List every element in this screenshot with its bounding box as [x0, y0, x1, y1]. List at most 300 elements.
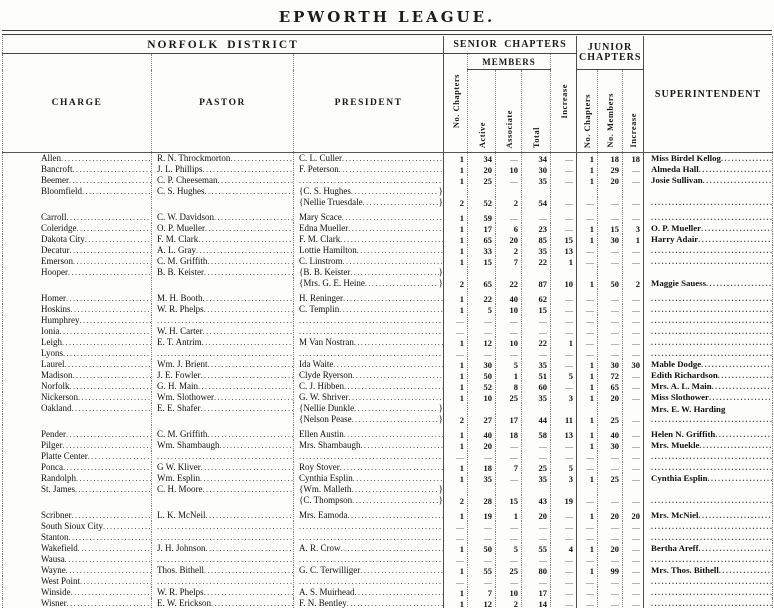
total-cell: 30 [522, 164, 551, 175]
senior-increase-cell: 3 [551, 473, 577, 484]
junior-increase-cell [623, 554, 644, 565]
table-row [3, 576, 773, 587]
senior-no-chapters-cell [444, 554, 468, 565]
junior-no-chapters-cell: 1 [577, 153, 598, 165]
pastor-cell: E. T. Antrim ..... [152, 337, 294, 348]
junior-no-chapters-cell: 1 [577, 543, 598, 554]
charge-cell: Oakland ..... [3, 403, 152, 414]
junior-no-chapters-cell [577, 532, 598, 543]
charge-column-header: CHARGE [3, 54, 152, 153]
active-cell: 52 [468, 197, 496, 208]
senior-no-chapters-cell [444, 186, 468, 197]
pastor-cell [152, 495, 294, 506]
district-header: NORFOLK DISTRICT [3, 36, 444, 54]
senior-increase-cell [551, 348, 577, 359]
superintendent-cell: Bertha Areff ..... [644, 543, 773, 554]
junior-no-members-cell [598, 521, 623, 532]
senior-increase-cell: 1 [551, 256, 577, 267]
total-cell: 35 [522, 245, 551, 256]
pastor-cell: M. H. Booth ..... [152, 289, 294, 304]
junior-no-chapters-cell [577, 326, 598, 337]
table-row [3, 348, 773, 359]
pastor-cell: E. E. Shafer ..... [152, 403, 294, 414]
associate-cell: 7 [496, 256, 522, 267]
charge-cell: Hooper ..... [3, 267, 152, 278]
senior-increase-cell [551, 186, 577, 197]
junior-increase-cell [623, 543, 644, 554]
senior-increase-cell: 15 [551, 234, 577, 245]
table-row [3, 462, 773, 473]
pastor-cell: Thos. Bithell ..... [152, 565, 294, 576]
table-row [3, 598, 773, 608]
associate-cell [496, 554, 522, 565]
total-cell [522, 451, 551, 462]
president-cell: G. C. Terwilliger ..... [294, 565, 444, 576]
associate-cell: 10 [496, 337, 522, 348]
associate-cell: 1 [496, 506, 522, 521]
junior-chapters-header: JUNIOR CHAPTERS [577, 36, 644, 70]
pastor-cell: F. M. Clark ..... [152, 234, 294, 245]
total-cell: 85 [522, 234, 551, 245]
pastor-cell: Wm. Esplin ..... [152, 473, 294, 484]
junior-no-chapters-cell: 1 [577, 392, 598, 403]
president-cell [294, 554, 444, 565]
senior-no-chapters-cell: 1 [444, 425, 468, 440]
charge-cell: Nickerson ..... [3, 392, 152, 403]
charge-cell: Leigh ..... [3, 337, 152, 348]
total-cell: 55 [522, 543, 551, 554]
senior-increase-cell: 10 [551, 278, 577, 289]
members-header: MEMBERS [468, 54, 551, 70]
total-cell: 44 [522, 414, 551, 425]
junior-no-chapters-cell: 1 [577, 234, 598, 245]
associate-cell: 8 [496, 381, 522, 392]
charge-cell: St. James ..... [3, 484, 152, 495]
associate-cell [496, 175, 522, 186]
table-row [3, 451, 773, 462]
associate-cell: 10 [496, 304, 522, 315]
junior-increase-cell [623, 495, 644, 506]
junior-increase-cell [623, 256, 644, 267]
senior-no-chapters-cell: 1 [444, 208, 468, 223]
junior-no-members-cell [598, 337, 623, 348]
pastor-cell: W. R. Phelps ..... [152, 587, 294, 598]
junior-no-members-cell: 15 [598, 223, 623, 234]
associate-cell: 25 [496, 565, 522, 576]
junior-no-members-cell [598, 576, 623, 587]
associate-cell: 6 [496, 223, 522, 234]
total-cell: 43 [522, 495, 551, 506]
junior-no-members-cell [598, 197, 623, 208]
pastor-cell: O. P. Mueller ..... [152, 223, 294, 234]
senior-no-chapters-cell: 1 [444, 543, 468, 554]
table-row [3, 521, 773, 532]
associate-cell [496, 532, 522, 543]
pastor-cell: A. L. Gray ..... [152, 245, 294, 256]
senior-no-chapters-cell: 2 [444, 414, 468, 425]
senior-no-chapters-cell: 1 [444, 337, 468, 348]
president-cell [294, 315, 444, 326]
senior-increase-cell [551, 304, 577, 315]
associate-cell [496, 576, 522, 587]
total-cell: 87 [522, 278, 551, 289]
junior-increase-cell: 20 [623, 506, 644, 521]
junior-no-chapters-cell: 1 [577, 473, 598, 484]
junior-no-chapters-cell [577, 197, 598, 208]
pastor-column-header: PASTOR [152, 54, 294, 153]
charge-cell: Beemer ..... [3, 175, 152, 186]
junior-no-chapters-cell [577, 186, 598, 197]
total-cell: 23 [522, 223, 551, 234]
associate-cell: 2 [496, 245, 522, 256]
junior-no-members-cell [598, 451, 623, 462]
senior-no-chapters-cell: 1 [444, 234, 468, 245]
table-row [3, 495, 773, 506]
charge-cell: Scribner ..... [3, 506, 152, 521]
associate-cell [496, 403, 522, 414]
junior-no-chapters-cell [577, 598, 598, 608]
total-cell [522, 521, 551, 532]
superintendent-cell: O. P. Mueller ..... [644, 223, 773, 234]
president-cell: F. N. Bentley ..... [294, 598, 444, 608]
junior-increase-cell: 30 [623, 359, 644, 370]
table-row [3, 506, 773, 521]
total-cell [522, 186, 551, 197]
senior-increase-cell [551, 506, 577, 521]
junior-increase-cell [623, 587, 644, 598]
table-row [3, 359, 773, 370]
pastor-cell: G W. Kliver ..... [152, 462, 294, 473]
senior-increase-cell [551, 208, 577, 223]
total-cell: 58 [522, 425, 551, 440]
associate-cell: 7 [496, 462, 522, 473]
junior-no-chapters-cell: 1 [577, 506, 598, 521]
table-row [3, 315, 773, 326]
table-row [3, 256, 773, 267]
junior-no-members-cell: 30 [598, 359, 623, 370]
pastor-cell [152, 554, 294, 565]
junior-no-chapters-cell [577, 576, 598, 587]
president-cell: Mary Scace ..... [294, 208, 444, 223]
associate-cell [496, 484, 522, 495]
superintendent-cell: Miss Slothower ..... [644, 392, 773, 403]
superintendent-cell: Mable Dodge ..... [644, 359, 773, 370]
associate-cell: 1 [496, 370, 522, 381]
president-cell: C. Templin ..... [294, 304, 444, 315]
president-cell [294, 521, 444, 532]
junior-increase-cell [623, 462, 644, 473]
superintendent-cell: Josie Sullivan ..... [644, 175, 773, 186]
active-cell: 30 [468, 359, 496, 370]
president-cell: Roy Stover ..... [294, 462, 444, 473]
active-cell: 12 [468, 337, 496, 348]
junior-increase-cell [623, 245, 644, 256]
junior-no-chapters-cell: 1 [577, 414, 598, 425]
junior-no-chapters-cell: 1 [577, 278, 598, 289]
active-cell [468, 186, 496, 197]
junior-no-chapters-cell: 1 [577, 164, 598, 175]
president-column-header: PRESIDENT [294, 54, 444, 153]
superintendent-cell [644, 598, 773, 608]
senior-increase-cell [551, 164, 577, 175]
superintendent-cell [644, 256, 773, 267]
associate-cell: 25 [496, 392, 522, 403]
pastor-cell: L. K. McNeil ..... [152, 506, 294, 521]
junior-increase-cell [623, 598, 644, 608]
charge-cell: Randolph ..... [3, 473, 152, 484]
table-row [3, 370, 773, 381]
senior-increase-cell [551, 326, 577, 337]
junior-increase-cell [623, 576, 644, 587]
charge-cell: Emerson ..... [3, 256, 152, 267]
senior-increase-cell [551, 587, 577, 598]
table-row [3, 289, 773, 304]
table-row [3, 554, 773, 565]
active-cell [468, 403, 496, 414]
junior-no-members-cell [598, 289, 623, 304]
active-cell [468, 484, 496, 495]
junior-increase-cell [623, 197, 644, 208]
senior-no-chapters-cell: 1 [444, 175, 468, 186]
active-cell: 28 [468, 495, 496, 506]
superintendent-cell [644, 587, 773, 598]
president-cell: A. S. Muirhead ..... [294, 587, 444, 598]
junior-no-members-cell [598, 532, 623, 543]
active-cell: 12 [468, 598, 496, 608]
total-cell [522, 440, 551, 451]
total-cell [522, 403, 551, 414]
active-cell [468, 451, 496, 462]
president-cell: Mrs. Eamoda ..... [294, 506, 444, 521]
president-cell: { B. B. Keister ..... } [294, 267, 444, 278]
junior-no-chapters-cell [577, 554, 598, 565]
active-cell [468, 532, 496, 543]
active-cell: 33 [468, 245, 496, 256]
charge-cell [3, 495, 152, 506]
president-cell: Clyde Ryerson ..... [294, 370, 444, 381]
president-cell [294, 348, 444, 359]
active-cell: 35 [468, 473, 496, 484]
associate-cell [496, 348, 522, 359]
senior-increase-cell [551, 315, 577, 326]
senior-no-chapters-cell [444, 532, 468, 543]
superintendent-cell [644, 186, 773, 197]
junior-no-members-cell [598, 484, 623, 495]
junior-no-members-cell: 30 [598, 440, 623, 451]
junior-increase-cell [623, 348, 644, 359]
senior-no-chapters-cell: 2 [444, 197, 468, 208]
junior-no-chapters-cell [577, 289, 598, 304]
pastor-cell: J. E. Fowler ..... [152, 370, 294, 381]
junior-no-chapters-cell: 1 [577, 359, 598, 370]
associate-cell [496, 521, 522, 532]
junior-increase-cell [623, 164, 644, 175]
junior-no-members-cell: 65 [598, 381, 623, 392]
junior-no-chapters-cell [577, 451, 598, 462]
junior-increase-cell [623, 289, 644, 304]
total-cell: 14 [522, 598, 551, 608]
associate-cell: 2 [496, 598, 522, 608]
junior-increase-cell: 2 [623, 278, 644, 289]
president-cell: Ida Waite ..... [294, 359, 444, 370]
president-cell: { Nellie Truesdale ..... } [294, 197, 444, 208]
table-row [3, 403, 773, 414]
president-cell: Cynthia Esplin ..... [294, 473, 444, 484]
charge-cell: Wausa ..... [3, 554, 152, 565]
associate-cell [496, 315, 522, 326]
president-cell: F. M. Clark ..... [294, 234, 444, 245]
charge-cell: Humphrey ..... [3, 315, 152, 326]
active-cell [468, 521, 496, 532]
junior-increase-cell [623, 425, 644, 440]
associate-cell: 10 [496, 164, 522, 175]
junior-no-chapters-cell [577, 521, 598, 532]
superintendent-cell [644, 267, 773, 278]
junior-increase-cell [623, 392, 644, 403]
total-cell: 17 [522, 587, 551, 598]
junior-increase-cell [623, 304, 644, 315]
active-cell: 19 [468, 506, 496, 521]
active-cell: 50 [468, 370, 496, 381]
active-cell: 50 [468, 543, 496, 554]
charge-cell: Stanton ..... [3, 532, 152, 543]
superintendent-cell [644, 289, 773, 304]
junior-increase-cell [623, 440, 644, 451]
associate-cell: 18 [496, 425, 522, 440]
pastor-cell: E. W. Erickson ..... [152, 598, 294, 608]
charge-cell: West Point ..... [3, 576, 152, 587]
superintendent-header: SUPERINTENDENT [644, 36, 773, 153]
superintendent-cell [644, 495, 773, 506]
junior-no-chapters-cell: 1 [577, 223, 598, 234]
total-cell: 35 [522, 359, 551, 370]
senior-no-chapters-cell [444, 576, 468, 587]
superintendent-cell: Edith Richardson ..... [644, 370, 773, 381]
associate-cell: 5 [496, 359, 522, 370]
active-cell [468, 576, 496, 587]
table-row [3, 587, 773, 598]
president-cell: { Nelson Pease ..... } [294, 414, 444, 425]
total-cell [522, 348, 551, 359]
active-cell [468, 348, 496, 359]
associate-cell: 17 [496, 414, 522, 425]
junior-no-chapters-header: No. Chapters [577, 70, 598, 153]
charge-cell: Decatur ..... [3, 245, 152, 256]
junior-no-chapters-cell [577, 267, 598, 278]
president-cell: F. Peterson ..... [294, 164, 444, 175]
president-cell: Lottie Hamilton ..... [294, 245, 444, 256]
junior-no-members-cell [598, 326, 623, 337]
active-cell: 17 [468, 223, 496, 234]
junior-no-members-cell: 20 [598, 175, 623, 186]
senior-no-chapters-cell: 2 [444, 278, 468, 289]
senior-no-chapters-cell: 1 [444, 565, 468, 576]
charge-cell: Winside ..... [3, 587, 152, 598]
junior-no-chapters-cell [577, 348, 598, 359]
junior-no-members-cell: 20 [598, 392, 623, 403]
president-cell [294, 576, 444, 587]
president-cell: H. Reninger ..... [294, 289, 444, 304]
senior-no-chapters-cell: 1 [444, 587, 468, 598]
junior-increase-cell [623, 381, 644, 392]
pastor-cell: W. R. Phelps ..... [152, 304, 294, 315]
table-row [3, 197, 773, 208]
top-divider [2, 30, 772, 35]
junior-no-members-cell [598, 267, 623, 278]
charge-cell: Dakota City ..... [3, 234, 152, 245]
associate-cell: 5 [496, 543, 522, 554]
president-cell: C. L. Culler ..... [294, 153, 444, 165]
active-cell: 34 [468, 153, 496, 165]
senior-increase-cell [551, 576, 577, 587]
pastor-cell: Wm. Slothower ..... [152, 392, 294, 403]
superintendent-cell [644, 451, 773, 462]
senior-increase-cell: 1 [551, 337, 577, 348]
total-cell: 51 [522, 370, 551, 381]
active-cell: 65 [468, 234, 496, 245]
junior-increase-cell [623, 532, 644, 543]
senior-chapters-header: SENIOR CHAPTERS [444, 36, 577, 54]
president-cell: C. J. Hibben ..... [294, 381, 444, 392]
president-cell: { C. S. Hughes ..... } [294, 186, 444, 197]
associate-cell [496, 440, 522, 451]
junior-no-members-cell [598, 403, 623, 414]
charge-cell: Coleridge ..... [3, 223, 152, 234]
superintendent-cell: Mrs. E. W. Harding [644, 403, 773, 414]
senior-no-chapters-cell: 1 [444, 440, 468, 451]
senior-increase-cell: 19 [551, 495, 577, 506]
junior-no-members-cell [598, 245, 623, 256]
president-cell: { Wm. Malleth ..... } [294, 484, 444, 495]
superintendent-cell: Mrs. Thos. Bithell ..... [644, 565, 773, 576]
junior-no-members-cell: 40 [598, 425, 623, 440]
pastor-cell: C. W. Davidson ..... [152, 208, 294, 223]
president-cell: M Van Nostran ..... [294, 337, 444, 348]
active-cell [468, 315, 496, 326]
junior-no-members-cell [598, 315, 623, 326]
junior-increase-cell: 1 [623, 234, 644, 245]
senior-no-chapters-cell: 1 [444, 164, 468, 175]
superintendent-cell [644, 197, 773, 208]
senior-no-chapters-cell: 1 [444, 304, 468, 315]
total-cell: 60 [522, 381, 551, 392]
active-cell: 15 [468, 256, 496, 267]
senior-no-chapters-cell [444, 315, 468, 326]
pastor-cell: J. H. Johnson ..... [152, 543, 294, 554]
table-row [3, 208, 773, 223]
junior-increase-cell [623, 326, 644, 337]
senior-no-chapters-cell: 1 [444, 506, 468, 521]
president-cell: Edna Mueller ..... [294, 223, 444, 234]
junior-no-members-cell [598, 186, 623, 197]
table-row [3, 337, 773, 348]
associate-cell: 2 [496, 197, 522, 208]
table-row [3, 543, 773, 554]
junior-no-members-cell [598, 256, 623, 267]
junior-increase-cell [623, 451, 644, 462]
charge-cell: Platte Center ..... [3, 451, 152, 462]
pastor-cell: G. H. Main ..... [152, 381, 294, 392]
junior-no-members-cell [598, 462, 623, 473]
pastor-cell: Wm. Shambaugh ..... [152, 440, 294, 451]
superintendent-cell: Harry Adair ..... [644, 234, 773, 245]
junior-no-members-cell [598, 587, 623, 598]
superintendent-cell [644, 484, 773, 495]
senior-increase-cell: 5 [551, 462, 577, 473]
active-cell: 7 [468, 587, 496, 598]
active-cell: 22 [468, 289, 496, 304]
president-cell: { Mrs. G. E. Heine ..... } [294, 278, 444, 289]
